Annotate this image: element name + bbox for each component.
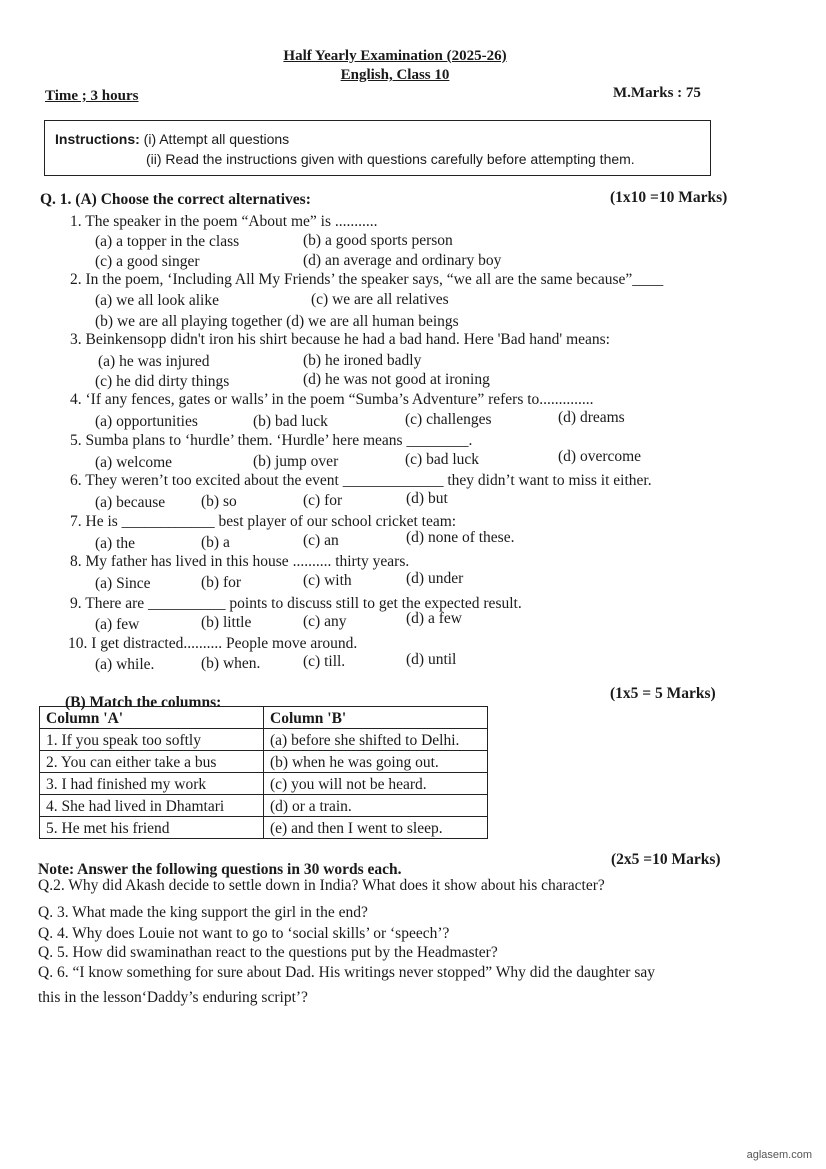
- q1-item-9-option-d: (d) a few: [406, 610, 462, 627]
- q1-item-3-option-a: (a) he was injured: [98, 353, 210, 370]
- question-3: Q. 3. What made the king support the girl in the end?: [38, 904, 368, 921]
- table-row: [40, 795, 488, 817]
- table-cell-b: (d) or a train.: [264, 795, 488, 817]
- table-cell-b: (e) and then I went to sleep.: [264, 817, 488, 839]
- q1-item-6: 6. They weren’t too excited about the event _____________ they didn’t want to miss it either.: [70, 472, 652, 489]
- q1-item-7: 7. He is ____________ best player of our school cricket team:: [70, 513, 457, 530]
- q1-item-3: 3. Beinkensopp didn't iron his shirt because he had a bad hand. Here 'Bad hand' means:: [70, 331, 610, 348]
- q1-item-7-option-c: (c) an: [303, 532, 339, 549]
- q1-item-2: 2. In the poem, ‘Including All My Friends’ the speaker says, “we all are the same because”____: [70, 271, 664, 288]
- q1a-marks: (1x10 =10 Marks): [610, 189, 728, 206]
- instructions-label: Instructions:: [55, 131, 140, 147]
- q1a-heading: Q. 1. (A) Choose the correct alternatives:: [40, 191, 311, 208]
- q1-item-6-option-b: (b) so: [201, 493, 237, 510]
- q1-item-4-option-c: (c) challenges: [405, 411, 492, 428]
- q1-item-8-option-b: (b) for: [201, 574, 242, 591]
- q1-item-1-option-d: (d) an average and ordinary boy: [303, 252, 502, 269]
- q1-item-1-option-a: (a) a topper in the class: [95, 233, 240, 250]
- table-row: [40, 751, 488, 773]
- q1-item-10: 10. I get distracted.......... People move around.: [68, 635, 358, 652]
- q1-item-3-option-b: (b) he ironed badly: [303, 352, 422, 369]
- q1-item-5: 5. Sumba plans to ‘hurdle’ them. ‘Hurdle’ here means ________.: [70, 432, 473, 449]
- exam-title: Half Yearly Examination (2025-26): [283, 48, 507, 64]
- column-b-header: Column 'B': [264, 707, 488, 729]
- q1-item-9-option-c: (c) any: [303, 613, 347, 630]
- question-2: Q.2. Why did Akash decide to settle down in India? What does it show about his character?: [38, 877, 605, 894]
- q1-item-2-option-bd: (b) we are all playing together (d) we are all human beings: [95, 313, 459, 330]
- q1-item-6-option-d: (d) but: [406, 490, 448, 507]
- q1-item-2-option-a: (a) we all look alike: [95, 292, 219, 309]
- table-cell-b: (a) before she shifted to Delhi.: [264, 729, 488, 751]
- instruction-line-2: (ii) Read the instructions given with questions carefully before attempting them.: [146, 151, 635, 167]
- table-cell-a: 3. I had finished my work: [40, 773, 264, 795]
- q1-item-8: 8. My father has lived in this house .......... thirty years.: [70, 553, 410, 570]
- question-4: Q. 4. Why does Louie not want to go to ‘social skills’ or ‘speech’?: [38, 925, 450, 942]
- q1-item-8-option-d: (d) under: [406, 570, 464, 587]
- short-answer-marks: (2x5 =10 Marks): [611, 851, 721, 868]
- q1-item-9: 9. There are __________ points to discuss still to get the expected result.: [70, 595, 522, 612]
- q1-item-5-option-c: (c) bad luck: [405, 451, 480, 468]
- q1-item-4-option-b: (b) bad luck: [253, 413, 328, 430]
- q1-item-5-option-d: (d) overcome: [558, 448, 642, 465]
- exam-time: Time ; 3 hours: [45, 88, 139, 104]
- source-watermark: aglasem.com: [746, 1149, 812, 1161]
- short-answer-note: Note: Answer the following questions in 30 words each.: [38, 861, 402, 878]
- q1-item-9-option-a: (a) few: [95, 616, 140, 633]
- q1-item-4-option-a: (a) opportunities: [95, 413, 198, 430]
- q1-item-5-option-a: (a) welcome: [95, 454, 173, 471]
- exam-max-marks: M.Marks : 75: [613, 85, 701, 101]
- q1-item-10-option-a: (a) while.: [95, 656, 155, 673]
- table-cell-a: 2. You can either take a bus: [40, 751, 264, 773]
- table-row: [40, 729, 488, 751]
- match-columns-table: [39, 706, 488, 839]
- q1-item-2-option-c: (c) we are all relatives: [311, 291, 449, 308]
- q1-item-6-option-c: (c) for: [303, 492, 343, 509]
- table-header-row: [40, 707, 488, 729]
- table-cell-a: 1. If you speak too softly: [40, 729, 264, 751]
- q1-item-10-option-c: (c) till.: [303, 653, 346, 670]
- q1-item-3-option-d: (d) he was not good at ironing: [303, 371, 490, 388]
- q1-item-10-option-d: (d) until: [406, 651, 457, 668]
- q1-item-9-option-b: (b) little: [201, 614, 252, 631]
- q1-item-1: 1. The speaker in the poem “About me” is ...........: [70, 213, 378, 230]
- table-cell-b: (c) you will not be heard.: [264, 773, 488, 795]
- q1-item-1-option-b: (b) a good sports person: [303, 232, 453, 249]
- instruction-text-1: (i) Attempt all questions: [143, 131, 290, 147]
- q1-item-5-option-b: (b) jump over: [253, 453, 339, 470]
- instructions-box: [44, 120, 711, 176]
- q1-item-8-option-a: (a) Since: [95, 575, 151, 592]
- q1-item-7-option-d: (d) none of these.: [406, 529, 515, 546]
- table-cell-a: 5. He met his friend: [40, 817, 264, 839]
- q1b-marks: (1x5 = 5 Marks): [610, 685, 716, 702]
- q1-item-8-option-c: (c) with: [303, 572, 352, 589]
- q1b-heading: (B) Match the columns:: [65, 694, 222, 711]
- q1-item-6-option-a: (a) because: [95, 494, 166, 511]
- question-6-continued: this in the lesson‘Daddy’s enduring script’?: [38, 989, 308, 1006]
- table-cell-a: 4. She had lived in Dhamtari: [40, 795, 264, 817]
- instruction-line-1: [55, 131, 289, 147]
- question-6: Q. 6. “I know something for sure about Dad. His writings never stopped” Why did the daughter say: [38, 964, 656, 981]
- q1-item-7-option-b: (b) a: [201, 534, 230, 551]
- q1-item-3-option-c: (c) he did dirty things: [95, 373, 230, 390]
- table-row: [40, 773, 488, 795]
- column-a-header: Column 'A': [40, 707, 264, 729]
- q1-item-4-option-d: (d) dreams: [558, 409, 625, 426]
- table-cell-b: (b) when he was going out.: [264, 751, 488, 773]
- q1-item-1-option-c: (c) a good singer: [95, 253, 200, 270]
- question-5: Q. 5. How did swaminathan react to the questions put by the Headmaster?: [38, 944, 498, 961]
- exam-subtitle: English, Class 10: [340, 67, 450, 83]
- table-row: [40, 817, 488, 839]
- q1-item-7-option-a: (a) the: [95, 535, 136, 552]
- q1-item-4: 4. ‘If any fences, gates or walls’ in the poem “Sumba’s Adventure” refers to..............: [70, 391, 594, 408]
- q1-item-10-option-b: (b) when.: [201, 655, 261, 672]
